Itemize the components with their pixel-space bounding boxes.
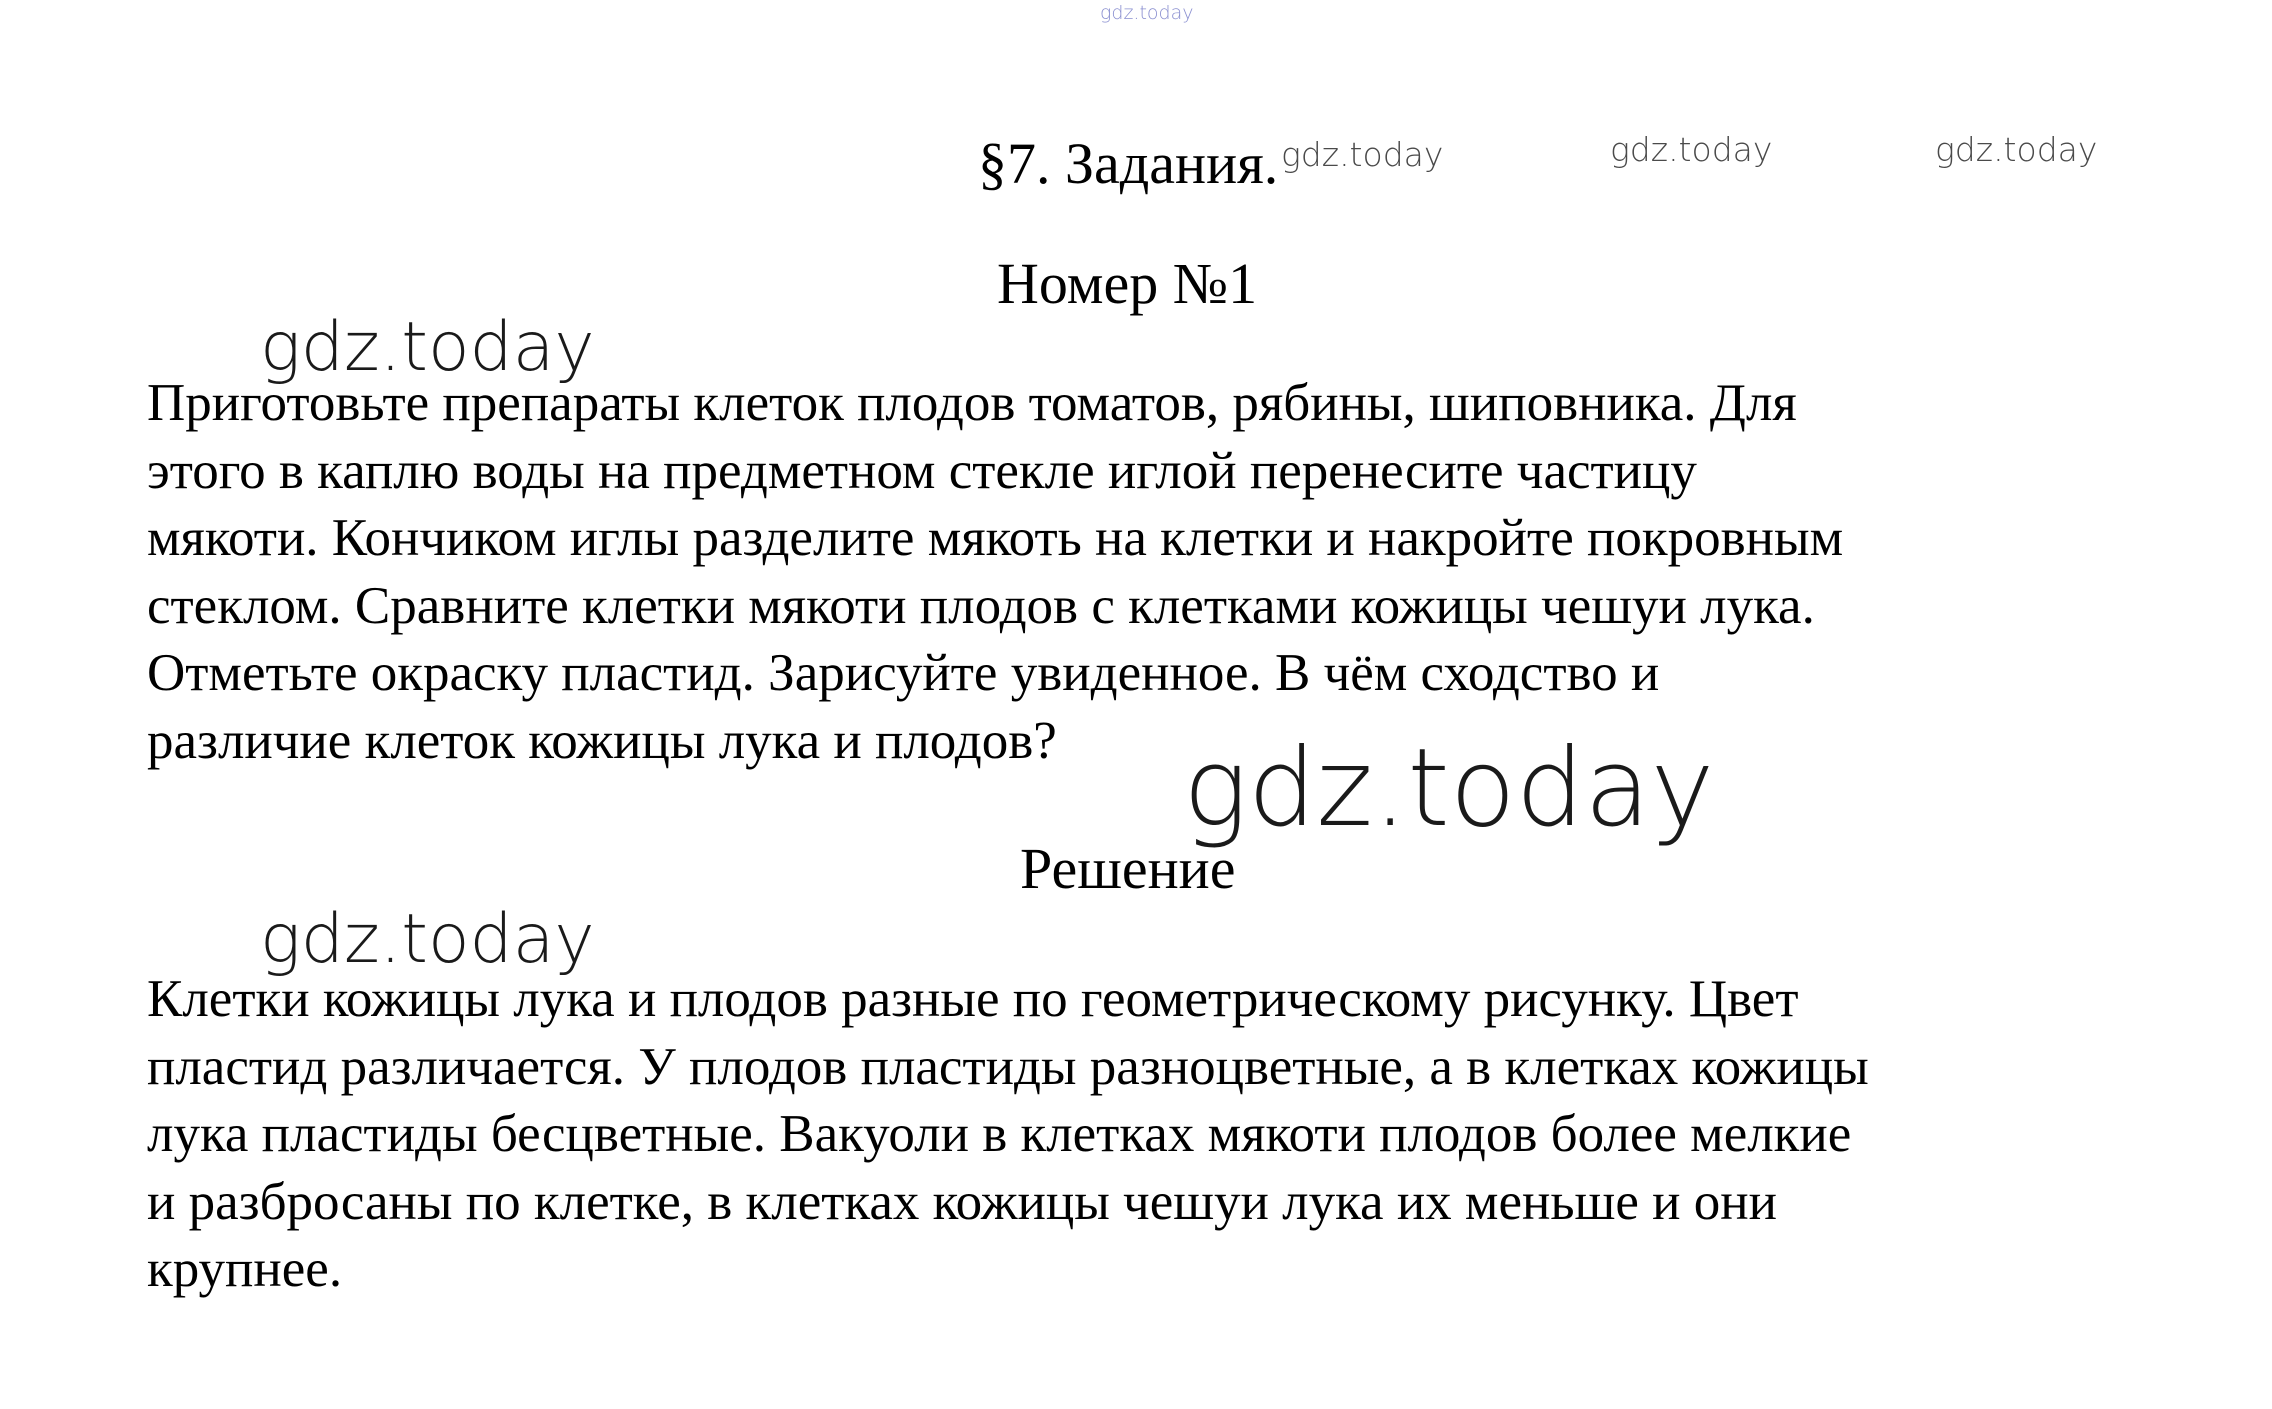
- solution-line: крупнее.: [147, 1240, 343, 1298]
- solution-line: и разбросаны по клетке, в клетках кожицы чешуи лука их меньше и они: [147, 1172, 1777, 1231]
- task-line: мякоти. Кончиком иглы разделите мякоть на клетки и накройте покровным: [147, 509, 1844, 567]
- solution-heading: Решение: [1020, 836, 1236, 901]
- solution-line: Клетки кожицы лука и плодов разные по геометрическому рисунку. Цвет: [147, 970, 1799, 1028]
- task-line: этого в каплю воды на предметном стекле иглой перенесите частицу: [147, 441, 1697, 500]
- watermark-header-1: gdz.today: [1281, 135, 1444, 174]
- watermark-solution: gdz.today: [260, 900, 595, 979]
- watermark-top: gdz.today: [1100, 2, 1194, 24]
- task-line: различие клеток кожицы лука и плодов?: [147, 711, 1057, 770]
- task-number: Номер №1: [997, 251, 1258, 316]
- watermark-task: gdz.today: [260, 308, 595, 387]
- solution-line: лука пластиды бесцветные. Вакуоли в клетках мякоти плодов более мелкие: [147, 1105, 1852, 1163]
- solution-line: пластид различается. У плодов пластиды разноцветные, а в клетках кожицы: [147, 1037, 1869, 1096]
- task-line: Отметьте окраску пластид. Зарисуйте увиденное. В чём сходство и: [147, 644, 1660, 702]
- task-text: [147, 370, 2147, 775]
- watermark-header-2: gdz.today: [1610, 130, 1773, 169]
- watermark-center: gdz.today: [1183, 726, 1715, 851]
- solution-text: [147, 966, 2147, 1304]
- task-line: стеклом. Сравните клетки мякоти плодов с клетками кожицы чешуи лука.: [147, 576, 1815, 635]
- task-line: Приготовьте препараты клеток плодов томатов, рябины, шиповника. Для: [147, 374, 1797, 432]
- section-title: §7. Задания.: [978, 131, 1279, 196]
- watermark-header-3: gdz.today: [1935, 130, 2098, 169]
